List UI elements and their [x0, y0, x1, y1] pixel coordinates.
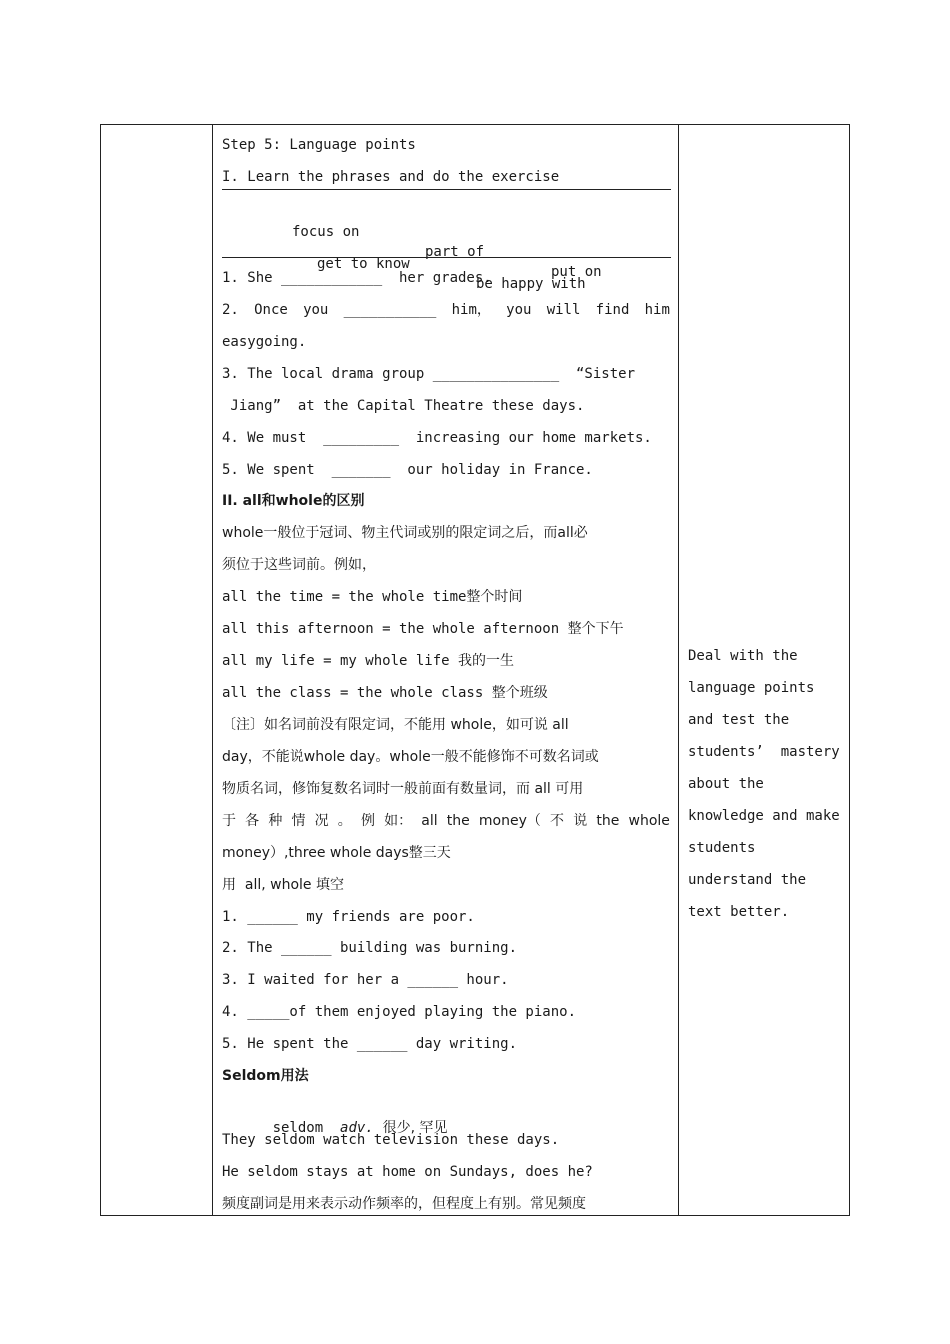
seldom-example-2: He seldom stays at home on Sundays, does he?	[222, 1164, 593, 1180]
phrase-box-bottom-rule	[222, 257, 671, 258]
note-line-3: 物质名词，修饰复数名词时一般前面有数量词，而 all 可用	[222, 781, 584, 797]
exercise-1-q4: 4. We must _________ increasing our home markets.	[222, 430, 652, 446]
fill-in-4: 4. _____of them enjoyed playing the piano.	[222, 1004, 577, 1020]
seldom-example-1: They seldom watch television these days.	[222, 1132, 560, 1148]
example-1: all the time = the whole time整个时间	[222, 589, 523, 605]
lesson-plan-table	[100, 124, 850, 1216]
exercise-1-q2-cont: easygoing.	[222, 334, 307, 350]
fill-in-3: 3. I waited for her a ______ hour.	[222, 972, 509, 988]
purpose-line: knowledge and make	[688, 808, 840, 824]
section2-para1: whole一般位于冠词、物主代词或别的限定词之后，而all必	[222, 525, 588, 541]
purpose-line: Deal with the	[688, 648, 798, 664]
phrase-box-top-rule	[222, 189, 671, 190]
phrase-put-on: put on	[551, 264, 602, 280]
phrase-part-of: part of	[425, 244, 485, 260]
section2-para1-cont: 须位于这些词前。例如，	[222, 557, 376, 573]
step-title: Step 5: Language points	[222, 137, 416, 153]
example-4: all the class = the whole class 整个班级	[222, 685, 548, 701]
section1-heading: I. Learn the phrases and do the exercise	[222, 169, 560, 185]
section2-heading: II. all和whole的区别	[222, 493, 365, 509]
purpose-line: students’ mastery	[688, 744, 840, 760]
phrase-get-to-know: get to know	[317, 256, 410, 272]
example-2: all this afternoon = the whole afternoon 整个下午	[222, 621, 624, 637]
purpose-line: text better.	[688, 904, 790, 920]
exercise-1-q2: 2. Once you ___________ him， you will find him	[222, 302, 670, 318]
exercise-1-q3-cont: Jiang” at the Capital Theatre these days.	[222, 398, 585, 414]
column-divider-left	[212, 125, 213, 1215]
phrase-focus-on: focus on	[292, 224, 360, 240]
fill-in-5: 5. He spent the ______ day writing.	[222, 1036, 518, 1052]
seldom-definition: seldom adv. 很少, 罕见	[272, 1120, 448, 1136]
note-line-5: money）,three whole days整三天	[222, 845, 451, 861]
exercise-1-q3: 3. The local drama group _______________ “Sister	[222, 366, 636, 382]
purpose-line: and test the	[688, 712, 790, 728]
phrase-be-happy-with: be happy with	[476, 276, 586, 292]
fill-in-title: 用 all, whole 填空	[222, 877, 345, 893]
purpose-line: students	[688, 840, 756, 856]
frequency-adverb-note: 频度副词是用来表示动作频率的，但程度上有别。常见频度	[222, 1196, 586, 1212]
fill-in-1: 1. ______ my friends are poor.	[222, 909, 475, 925]
exercise-1-q1: 1. She ____________ her grades.	[222, 270, 492, 286]
purpose-line: about the	[688, 776, 764, 792]
note-line-2: day，不能说whole day。whole一般不能修饰不可数名词或	[222, 749, 599, 765]
purpose-line: language points	[688, 680, 815, 696]
exercise-1-q5: 5. We spent _______ our holiday in France.	[222, 462, 593, 478]
purpose-line: understand the	[688, 872, 807, 888]
note-line-4: 于 各 种 情 况 。 例 如： all the money（ 不 说 the whole	[222, 813, 670, 829]
column-divider-right	[678, 125, 679, 1215]
note-line-1: 〔注〕如名词前没有限定词，不能用 whole，如可说 all	[222, 717, 569, 733]
section3-heading: Seldom用法	[222, 1068, 309, 1084]
example-3: all my life = my whole life 我的一生	[222, 653, 515, 669]
fill-in-2: 2. The ______ building was burning.	[222, 940, 518, 956]
